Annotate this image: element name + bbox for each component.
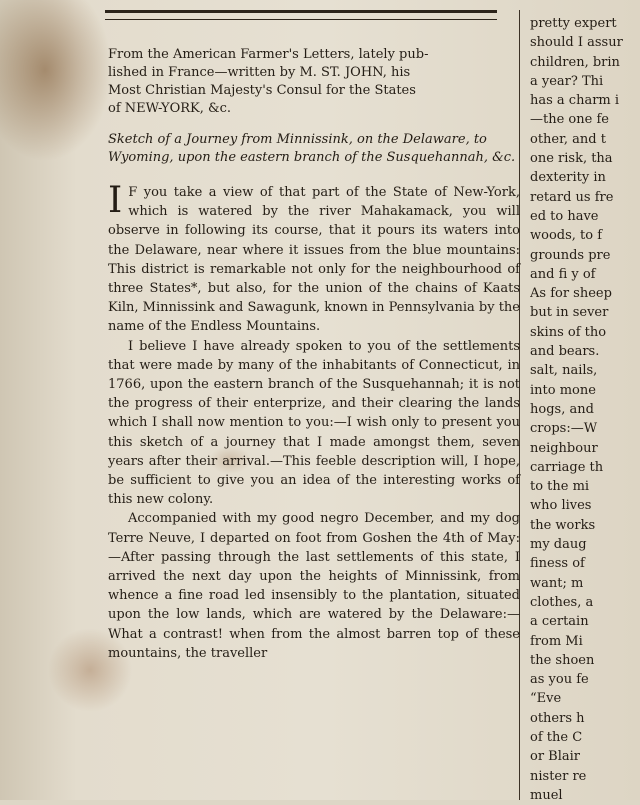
right-column-line: children, brin bbox=[530, 54, 620, 70]
right-column-line: clothes, a bbox=[530, 594, 594, 610]
right-column-line: should I assur bbox=[530, 35, 623, 51]
right-column-line: who lives bbox=[530, 498, 592, 514]
right-column-line: muel bbox=[530, 787, 563, 803]
right-column-line: to the mi bbox=[530, 479, 590, 495]
right-column-line: retard us fre bbox=[530, 189, 614, 205]
right-column-line: as you fe bbox=[530, 672, 589, 688]
headline-line: From the American Farmer's Letters, lately pub- bbox=[108, 47, 429, 62]
paragraph-3: Accompanied with my good negro December, and my dog Terre Neuve, I departed on foot from Goshen the 4th of May:—After passing through the last settlements of this state, I arrived the next day upon the heights of Minnissink, from whence a fine road led insensibly to the plantation, situated upon the low lands, which are watered by the Delaware:—What a contrast! when from the almost barren top of these mountains, the traveller bbox=[108, 511, 520, 661]
right-column-line: or Blair bbox=[530, 749, 581, 765]
top-rule bbox=[105, 10, 497, 20]
right-column-line: “Eve bbox=[530, 691, 562, 707]
right-column-line: finess of bbox=[530, 556, 585, 572]
right-column-line: grounds pre bbox=[530, 247, 611, 263]
paragraph-1-text: F you take a view of that part of the State of New-York, which is watered by the river Mahakamack, you will observe in following its course, that it pours its waters into the Delaware, near where it issues from the blue mountains: This district is remarkable not only for the neighbourhood of three States*, but also, for the union of the chains of Kaats Kiln, Minnissink and Sawagunk, known in Pennsylvania by the name of the Endless Mountains. bbox=[108, 185, 520, 335]
article-body bbox=[108, 180, 520, 663]
right-column-line: nister re bbox=[530, 768, 587, 784]
right-column-line: into mone bbox=[530, 382, 596, 398]
article-subtitle: Sketch of a Journey from Minnissink, on the Delaware, to Wyoming, upon the eastern branch of the Susquehannah, &c. bbox=[108, 132, 516, 165]
right-column-line: has a charm i bbox=[530, 93, 620, 109]
headline-line: of NEW-YORK, &c. bbox=[108, 101, 232, 116]
headline-line: Most Christian Majesty's Consul for the States bbox=[108, 83, 416, 98]
right-column-line: carriage th bbox=[530, 459, 604, 475]
headline-line: lished in France—written by M. ST. JOHN, his bbox=[108, 65, 411, 80]
right-column-line: ed to have bbox=[530, 208, 599, 224]
right-column-line: salt, nails, bbox=[530, 363, 598, 379]
right-column-line: As for sheep bbox=[530, 286, 612, 302]
right-column-line: neighbour bbox=[530, 440, 598, 456]
right-column-line: the works bbox=[530, 517, 596, 533]
right-column-line: dexterity in bbox=[530, 170, 606, 186]
right-column-line: one risk, tha bbox=[530, 151, 613, 167]
right-column-line: others h bbox=[530, 710, 585, 726]
right-column-line: other, and t bbox=[530, 131, 606, 147]
right-column-line: but in sever bbox=[530, 305, 609, 321]
drop-cap: I bbox=[108, 180, 123, 221]
right-column-line: want; m bbox=[530, 575, 584, 591]
right-column-line: —the one fe bbox=[530, 112, 609, 128]
right-column-line: hogs, and bbox=[530, 401, 594, 417]
right-column-line: the shoen bbox=[530, 652, 595, 668]
right-column-line: a certain bbox=[530, 614, 589, 630]
right-column-line: and fi y of bbox=[530, 266, 596, 282]
main-column bbox=[108, 46, 520, 663]
right-column-line: woods, to f bbox=[530, 228, 603, 244]
right-column-fragment bbox=[530, 14, 640, 805]
right-column-line: crops:—W bbox=[530, 421, 598, 437]
right-column-line: pretty expert bbox=[530, 16, 617, 31]
right-column-line: of the C bbox=[530, 729, 583, 745]
article-headline bbox=[108, 46, 520, 118]
right-column-line: skins of tho bbox=[530, 324, 607, 340]
right-column-line: from Mi bbox=[530, 633, 583, 649]
right-column-line: a year? Thi bbox=[530, 73, 604, 89]
right-column-line: my daug bbox=[530, 537, 587, 553]
right-column-line: and bears. bbox=[530, 344, 600, 360]
paragraph-2: I believe I have already spoken to you of the settlements that were made by many of the inhabitants of Connecticut, in 1766, upon the eastern branch of the Susquehannah; it is not the progress of their enterprize, and their clearing the lands which I shall now mention to you:—I wish only to present you this sketch of a journey that I made amongst them, seven years after their arrival.—This feeble description will, I hope, be sufficient to give you an idea of the interesting works of this new colony. bbox=[108, 338, 520, 508]
paragraph-1 bbox=[108, 180, 520, 337]
